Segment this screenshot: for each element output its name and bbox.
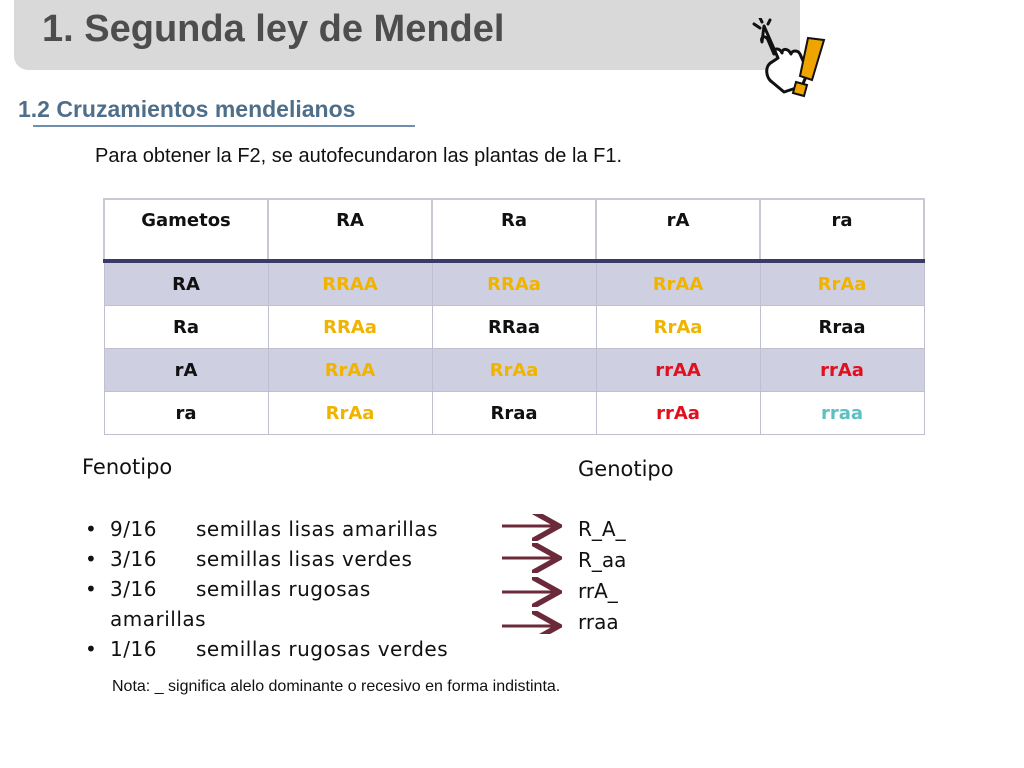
list-item [82,514,448,544]
genotype-cell: rrAa [596,392,760,435]
genotipo-list [578,514,626,638]
table-row [104,261,924,306]
genotype-cell: RrAa [596,306,760,349]
list-item: rrA_ [578,579,618,603]
phenotype-text: semillas rugosas [196,577,371,601]
genotype-cell: RRaa [432,306,596,349]
fraction: 3/16 [110,577,157,601]
list-item [82,544,448,574]
header-cell: rA [596,199,760,261]
bullet-icon: • [85,637,98,661]
list-item [82,574,448,634]
row-gamete-cell: ra [104,392,268,435]
section-subtitle: 1.2 Cruzamientos mendelianos [18,96,356,122]
genotype-cell: RRAA [268,261,432,306]
list-item [82,634,448,664]
genotype-cell: Rraa [760,306,924,349]
fenotipo-heading: Fenotipo [82,455,173,479]
list-item: R_aa [578,548,627,572]
phenotype-text: semillas lisas amarillas [196,517,439,541]
genotype-cell: RrAa [760,261,924,306]
hand-pointing-exclamation-icon [750,18,830,104]
header-cell: Gametos [104,199,268,261]
table-header-row [104,199,924,261]
fraction: 9/16 [110,517,157,541]
genotype-cell: RrAA [596,261,760,306]
genotype-cell: rrAa [760,349,924,392]
row-gamete-cell: Ra [104,306,268,349]
page-title: 1. Segunda ley de Mendel [42,8,505,50]
header-cell: RA [268,199,432,261]
bullet-icon: • [85,577,98,601]
phenotype-text: semillas rugosas verdes [196,637,449,661]
phenotype-text-continued: amarillas [110,607,207,631]
table-row [104,306,924,349]
list-item: rraa [578,610,619,634]
arrows-group [500,514,570,634]
row-gamete-cell: RA [104,261,268,306]
genotype-cell: RrAA [268,349,432,392]
list-item: R_A_ [578,517,626,541]
fraction: 3/16 [110,547,157,571]
genotype-cell: rraa [760,392,924,435]
table-row [104,392,924,435]
header-cell: ra [760,199,924,261]
genotype-cell: Rraa [432,392,596,435]
row-gamete-cell: rA [104,349,268,392]
fenotipo-list [82,514,448,664]
subtitle-underline [33,125,415,127]
genotype-cell: RrAa [432,349,596,392]
intro-text: Para obtener la F2, se autofecundaron las plantas de la F1. [95,145,623,167]
phenotype-text: semillas lisas verdes [196,547,413,571]
genotype-cell: RRAa [432,261,596,306]
bullet-icon: • [85,517,98,541]
genotipo-heading: Genotipo [578,457,674,481]
genotype-cell: RrAa [268,392,432,435]
genotype-cell: rrAA [596,349,760,392]
header-cell: Ra [432,199,596,261]
bullet-icon: • [85,547,98,571]
fraction: 1/16 [110,637,157,661]
punnett-square-table [103,198,925,435]
genotype-cell: RRAa [268,306,432,349]
footnote: Nota: _ significa alelo dominante o recesivo en forma indistinta. [112,678,561,695]
table-row [104,349,924,392]
